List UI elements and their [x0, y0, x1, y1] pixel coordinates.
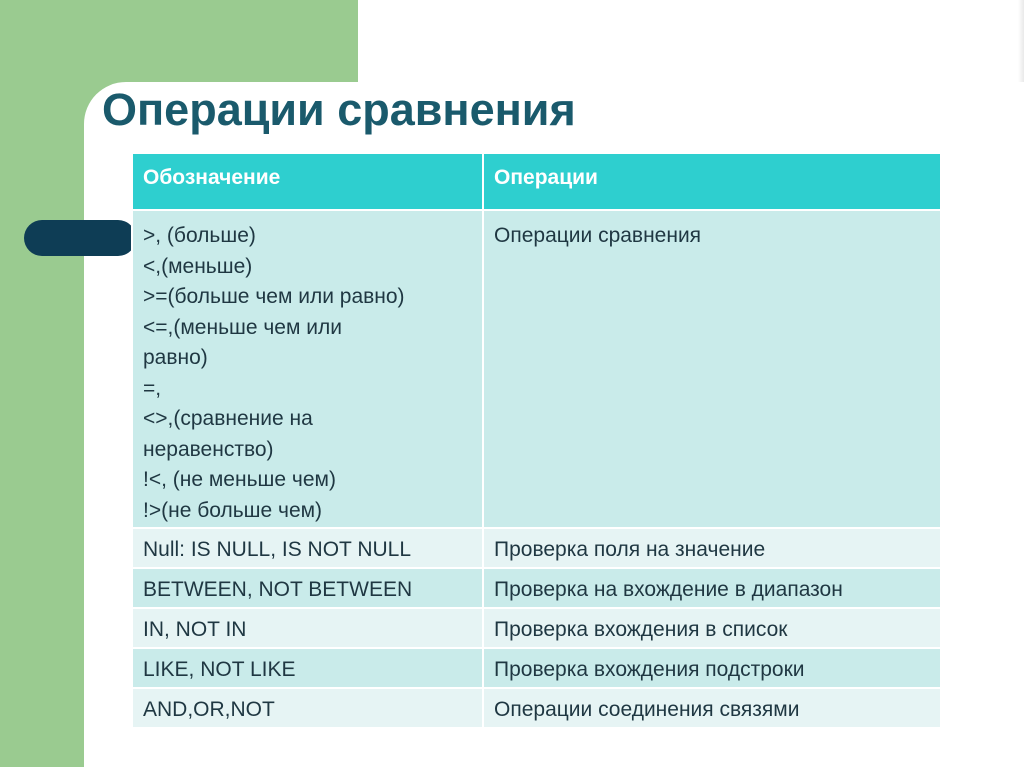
operator-line: !<, (не меньше чем)	[143, 468, 336, 491]
table-row	[132, 210, 941, 528]
operation-cell: Операции соединения связями	[483, 688, 941, 728]
operator-line: >=(больше чем или равно)	[143, 285, 405, 308]
operator-line: !>(не больше чем)	[143, 498, 323, 522]
accent-pill-shape	[24, 220, 136, 256]
header-designation: Обозначение	[132, 153, 483, 210]
header-operations: Операции	[483, 153, 941, 210]
slide-title: Операции сравнения	[102, 84, 576, 135]
designation-cell: IN, NOT IN	[132, 608, 483, 648]
table-row	[132, 568, 941, 608]
operation-cell: Операции сравнения	[483, 210, 941, 528]
designation-cell: BETWEEN, NOT BETWEEN	[132, 568, 483, 608]
operator-line: <,(меньше)	[143, 254, 253, 278]
table-header-row	[132, 153, 941, 210]
table-row	[132, 648, 941, 688]
designation-cell: LIKE, NOT LIKE	[132, 648, 483, 688]
operator-line: равно)	[143, 346, 208, 369]
operator-line: >, (больше)	[143, 224, 256, 247]
designation-cell: AND,OR,NOT	[132, 688, 483, 728]
table-row	[132, 608, 941, 648]
comparison-operations-table	[131, 152, 942, 729]
designation-cell	[132, 210, 483, 528]
operation-cell: Проверка на вхождение в диапазон	[483, 568, 941, 608]
table-row	[132, 688, 941, 728]
operation-cell: Проверка вхождения в список	[483, 608, 941, 648]
designation-cell: Null: IS NULL, IS NOT NULL	[132, 528, 483, 568]
operation-cell: Проверка поля на значение	[483, 528, 941, 568]
operator-line: неравенство)	[143, 437, 274, 461]
operator-line: <>,(сравнение на	[143, 407, 313, 430]
table-row	[132, 528, 941, 568]
operation-cell: Проверка вхождения подстроки	[483, 648, 941, 688]
operator-line: =,	[143, 376, 162, 400]
operator-line: <=,(меньше чем или	[143, 315, 342, 339]
